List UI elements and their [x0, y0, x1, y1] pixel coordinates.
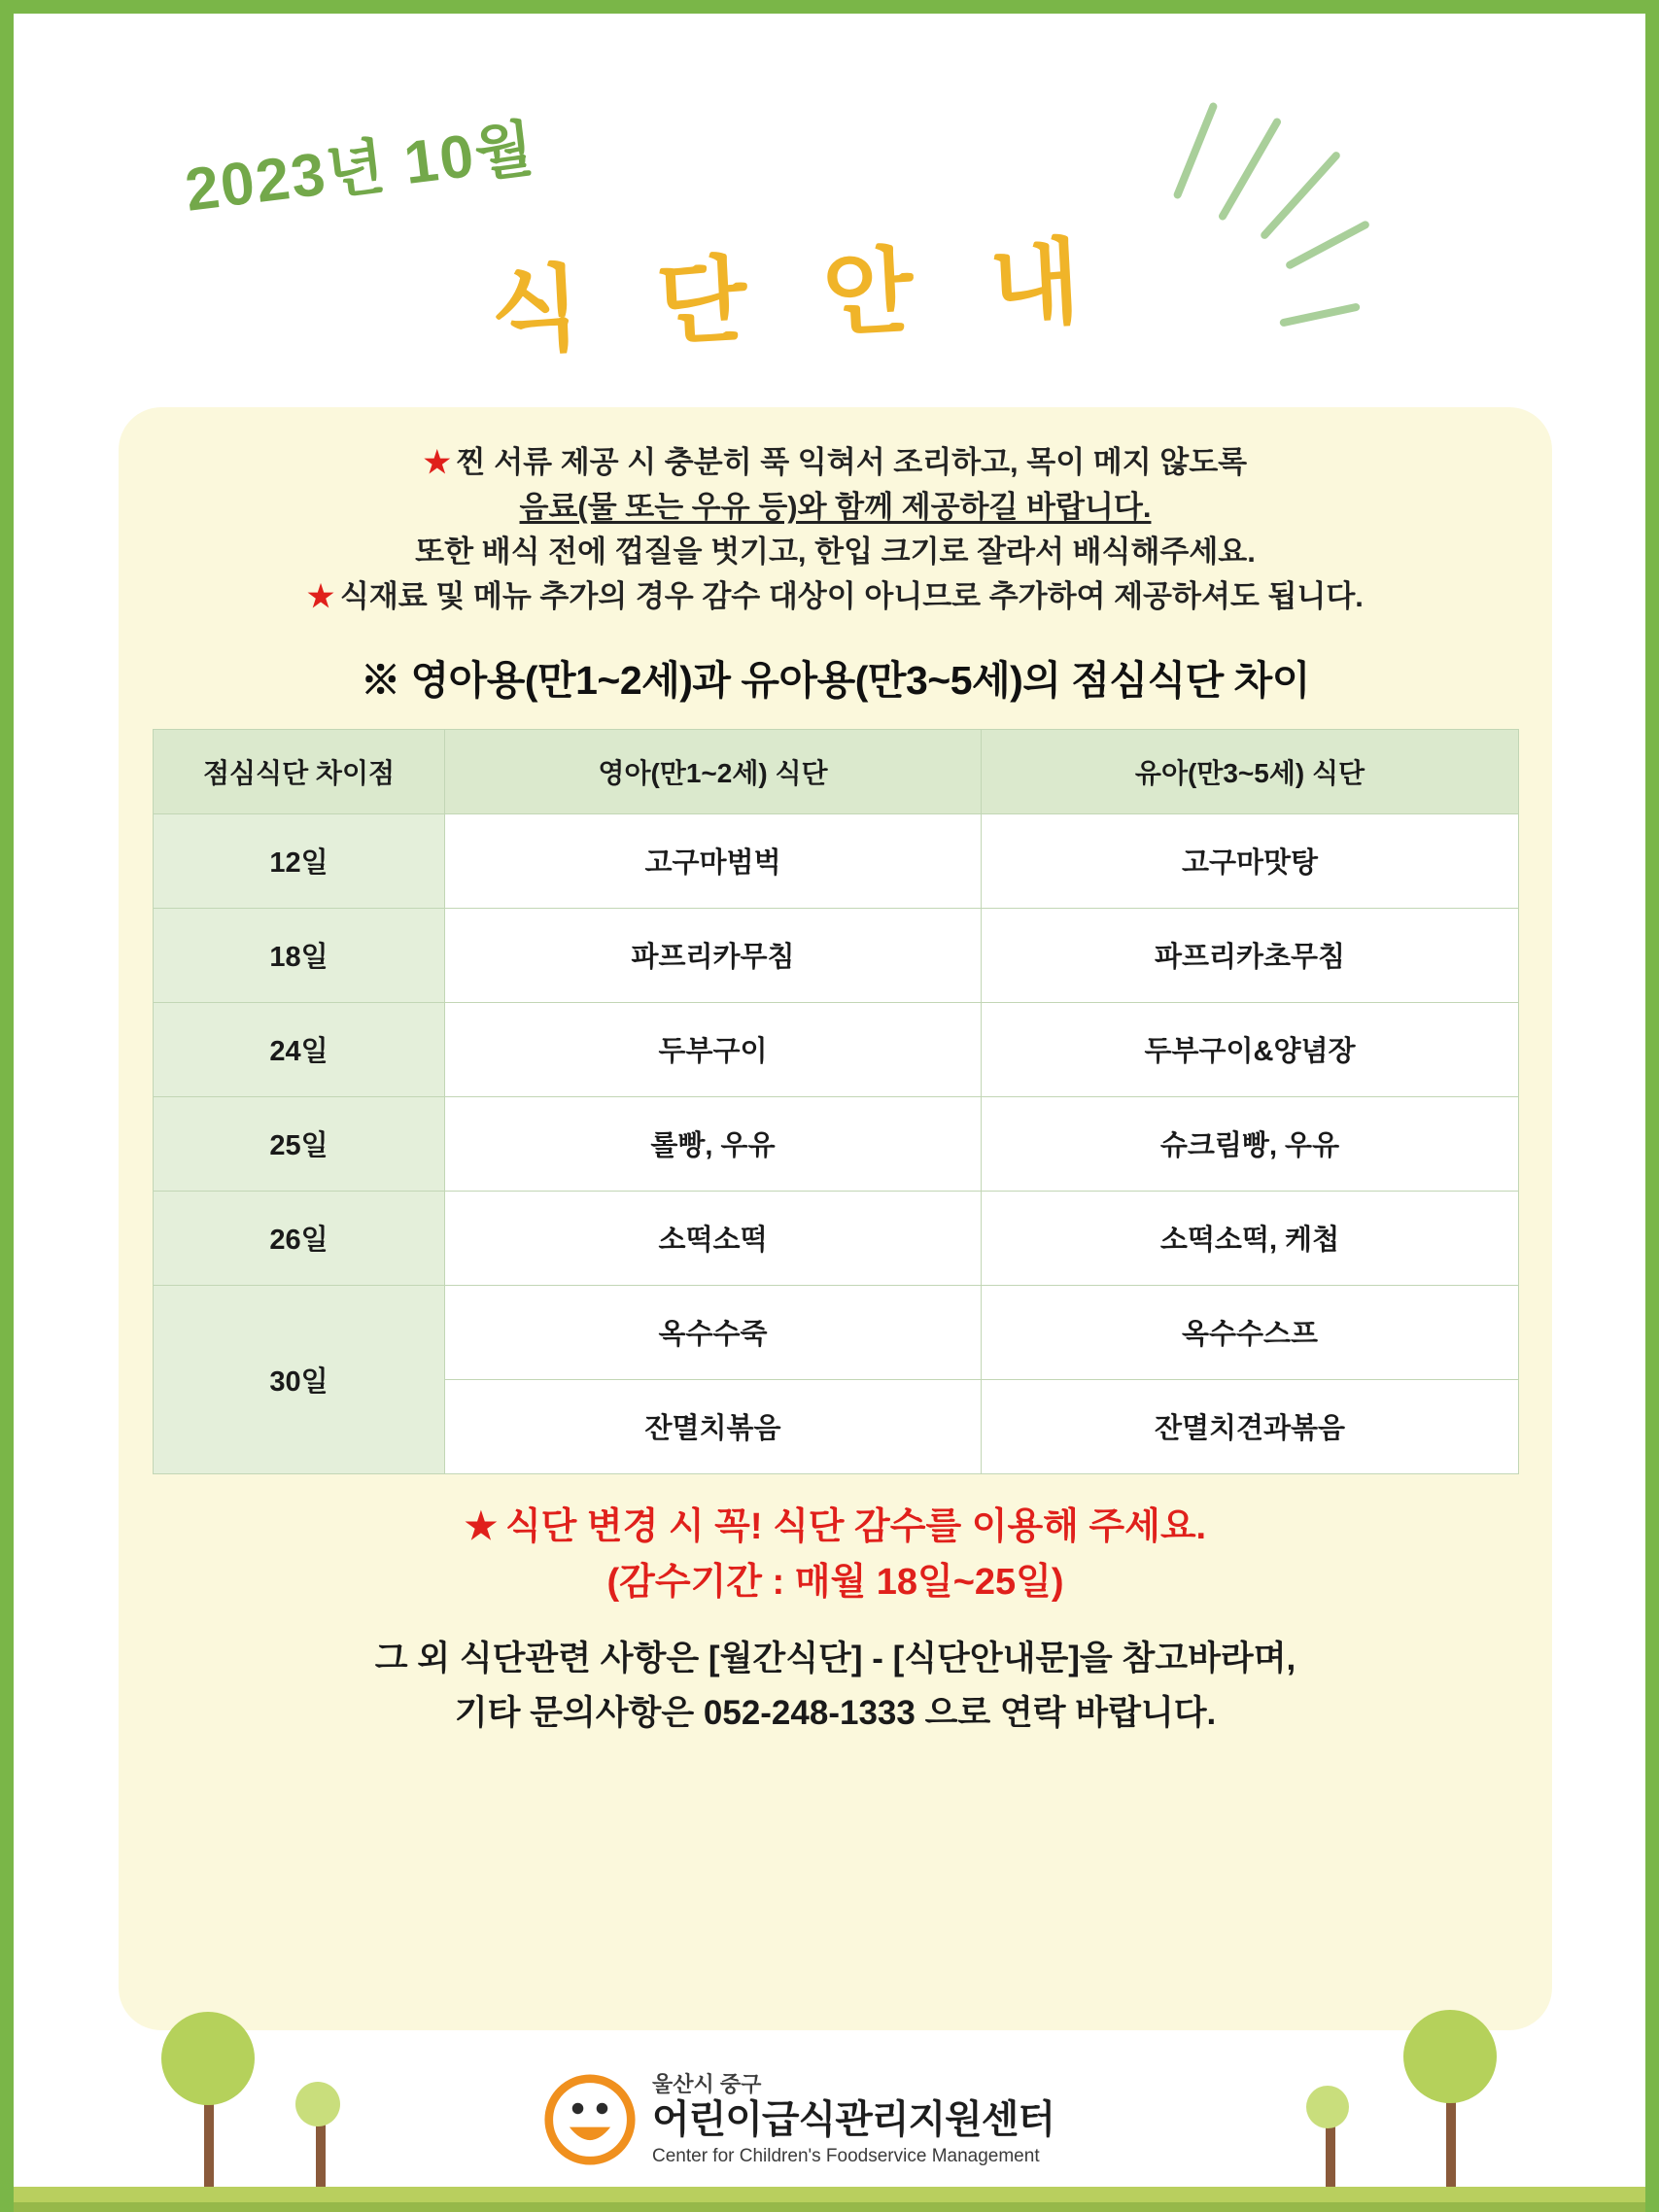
tree-foliage-icon: [161, 2012, 255, 2105]
tree-foliage-icon: [1306, 2086, 1349, 2128]
footer-red-line-1: [119, 1500, 1552, 1555]
logo-org-name: 어린이급식관리지원센터: [652, 2098, 1055, 2141]
table-cell-infant: 소떡소떡: [445, 1191, 982, 1285]
table-header-row: [154, 729, 1519, 813]
table-cell-day: 12일: [154, 813, 445, 908]
section-heading: ※ 영아용(만1~2세)과 유아용(만3~5세)의 점심식단 차이: [361, 657, 1310, 703]
tree-trunk-icon: [1326, 2126, 1335, 2187]
footer-red-note: [119, 1500, 1552, 1610]
smiley-face-logo-icon: [543, 2073, 637, 2166]
red-star-icon: ★: [464, 1505, 498, 1547]
table-header-infant: 영아(만1~2세) 식단: [445, 729, 982, 813]
page-subtitle-year-month: 2023년 10월: [181, 115, 539, 225]
diff-table-wrapper: [153, 729, 1518, 1474]
logo-org-region: 울산시 중구: [652, 2071, 762, 2096]
bottom-band-accent: [14, 2202, 1645, 2212]
logo-text-block: [652, 2072, 1054, 2167]
table-cell-infant: 잔멸치볶음: [445, 1379, 982, 1473]
table-cell-child: 슈크림빵, 우유: [982, 1096, 1519, 1191]
sparkle-decoration-icon: [1279, 302, 1361, 327]
table-cell-child: 잔멸치견과볶음: [982, 1379, 1519, 1473]
bottom-decoration: [14, 2008, 1645, 2212]
notice-text-4: 식재료 및 메뉴 추가의 경우 감수 대상이 아니므로 추가하여 제공하셔도 됩니다.: [339, 578, 1364, 613]
notice-line-3: [148, 530, 1523, 574]
poster-header: [14, 14, 1645, 402]
logo-org-name-en: Center for Children's Foodservice Management: [652, 2146, 1040, 2166]
notice-text-3: 또한 배식 전에 껍질을 벗기고, 한입 크기로 잘라서 배식해주세요.: [415, 534, 1256, 569]
footer-dark-note: [119, 1632, 1552, 1741]
tree-trunk-icon: [316, 2125, 326, 2187]
table-cell-infant: 옥수수죽: [445, 1285, 982, 1379]
table-header-day: 점심식단 차이점: [154, 729, 445, 813]
table-cell-child: 옥수수스프: [982, 1285, 1519, 1379]
table-row: [154, 813, 1519, 908]
table-row: [154, 908, 1519, 1002]
table-cell-child: 소떡소떡, 케첩: [982, 1191, 1519, 1285]
table-cell-child: 두부구이&양념장: [982, 1002, 1519, 1096]
notice-line-1: [148, 440, 1523, 485]
table-cell-day: 24일: [154, 1002, 445, 1096]
notice-line-4: [148, 574, 1523, 619]
tree-foliage-icon: [295, 2082, 340, 2126]
footer-red-text-1: 식단 변경 시 꼭! 식단 감수를 이용해 주세요.: [504, 1505, 1207, 1547]
page-title: 식 단 안 내: [488, 228, 1108, 365]
footer-dark-line-2: 기타 문의사항은 052-248-1333 으로 연락 바랍니다.: [454, 1693, 1217, 1732]
table-cell-child: 고구마맛탕: [982, 813, 1519, 908]
lunch-difference-table: [153, 729, 1519, 1474]
table-cell-infant: 롤빵, 우유: [445, 1096, 982, 1191]
notice-text-2: 음료(물 또는 우유 등)와 함께 제공하길 바랍니다.: [519, 489, 1152, 524]
red-star-icon: ★: [423, 445, 451, 479]
table-cell-day: 26일: [154, 1191, 445, 1285]
tree-trunk-icon: [204, 2103, 214, 2187]
table-cell-day: 18일: [154, 908, 445, 1002]
table-cell-child: 파프리카초무침: [982, 908, 1519, 1002]
tree-foliage-icon: [1403, 2010, 1497, 2103]
table-cell-infant: 두부구이: [445, 1002, 982, 1096]
table-row: [154, 1096, 1519, 1191]
table-header-child: 유아(만3~5세) 식단: [982, 729, 1519, 813]
content-card: [119, 407, 1552, 2030]
organization-logo: [543, 2072, 1054, 2167]
red-star-icon: ★: [307, 578, 334, 613]
table-cell-infant: 파프리카무침: [445, 908, 982, 1002]
notice-line-2: [148, 485, 1523, 530]
table-row: [154, 1191, 1519, 1285]
notice-text-1: 찐 서류 제공 시 충분히 푹 익혀서 조리하고, 목이 메지 않도록: [456, 445, 1248, 479]
table-cell-infant: 고구마범벅: [445, 813, 982, 908]
notice-block: [119, 407, 1552, 619]
sparkle-decoration-icon: [1260, 150, 1342, 240]
table-cell-day: 30일: [154, 1285, 445, 1473]
footer-red-line-2: (감수기간 : 매월 18일~25일): [606, 1561, 1064, 1603]
sparkle-decoration-icon: [1218, 117, 1283, 222]
table-row: [154, 1002, 1519, 1096]
footer-dark-line-1: 그 외 식단관련 사항은 [월간식단] - [식단안내문]을 참고바라며,: [374, 1639, 1296, 1677]
sparkle-decoration-icon: [1285, 220, 1371, 270]
sparkle-decoration-icon: [1172, 101, 1218, 199]
tree-trunk-icon: [1446, 2101, 1456, 2187]
table-cell-day: 25일: [154, 1096, 445, 1191]
table-row: [154, 1285, 1519, 1379]
